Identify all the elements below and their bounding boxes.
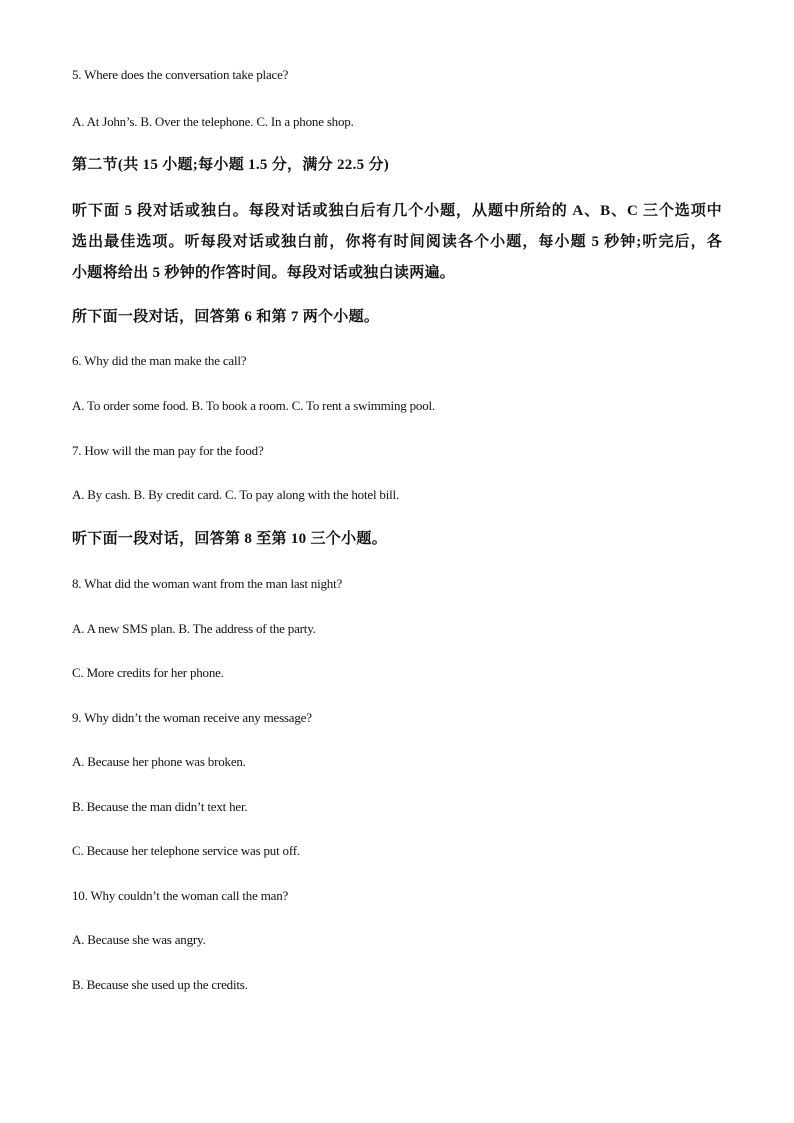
q7-stem: 7. How will the man pay for the food? (72, 443, 264, 458)
q10-option-b: B. Because she used up the credits. (72, 977, 248, 992)
dialogue1-prompt: 所下面一段对话，回答第 6 和第 7 两个小题。 (72, 309, 380, 325)
q9-option-c: C. Because her telephone service was put off. (72, 843, 300, 858)
q9-stem: 9. Why didn’t the woman receive any message? (72, 710, 312, 725)
q8-options-ab: A. A new SMS plan. B. The address of the party. (72, 621, 316, 636)
dialogue2-prompt: 听下面一段对话，回答第 8 至第 10 三个小题。 (72, 531, 388, 547)
q9-option-a: A. Because her phone was broken. (72, 754, 246, 769)
section2-instructions-line-2: 选出最佳选项。听每段对话或独白前，你将有时间阅读各个小题，每小题 5 秒钟;听完后，各 (72, 234, 722, 250)
q8-option-c: C. More credits for her phone. (72, 665, 224, 680)
q10-stem: 10. Why couldn’t the woman call the man? (72, 888, 289, 903)
q9-option-b: B. Because the man didn’t text her. (72, 799, 248, 814)
q6-stem: 6. Why did the man make the call? (72, 353, 247, 368)
q5-options: A. At John’s. B. Over the telephone. C. In a phone shop. (72, 114, 354, 129)
q10-option-a: A. Because she was angry. (72, 932, 206, 947)
q8-stem: 8. What did the woman want from the man last night? (72, 576, 343, 591)
q6-options: A. To order some food. B. To book a room. C. To rent a swimming pool. (72, 398, 435, 413)
q5-stem: 5. Where does the conversation take place? (72, 67, 289, 82)
section2-heading: 第二节(共 15 小题;每小题 1.5 分，满分 22.5 分) (72, 157, 390, 173)
q7-options: A. By cash. B. By credit card. C. To pay along with the hotel bill. (72, 487, 400, 502)
section2-instructions-line-1: 听下面 5 段对话或独白。每段对话或独白后有几个小题，从题中所给的 A、B、C 三个选项中 (72, 203, 722, 219)
section2-instructions-line-3: 小题将给出 5 秒钟的作答时间。每段对话或独白读两遍。 (72, 265, 456, 281)
